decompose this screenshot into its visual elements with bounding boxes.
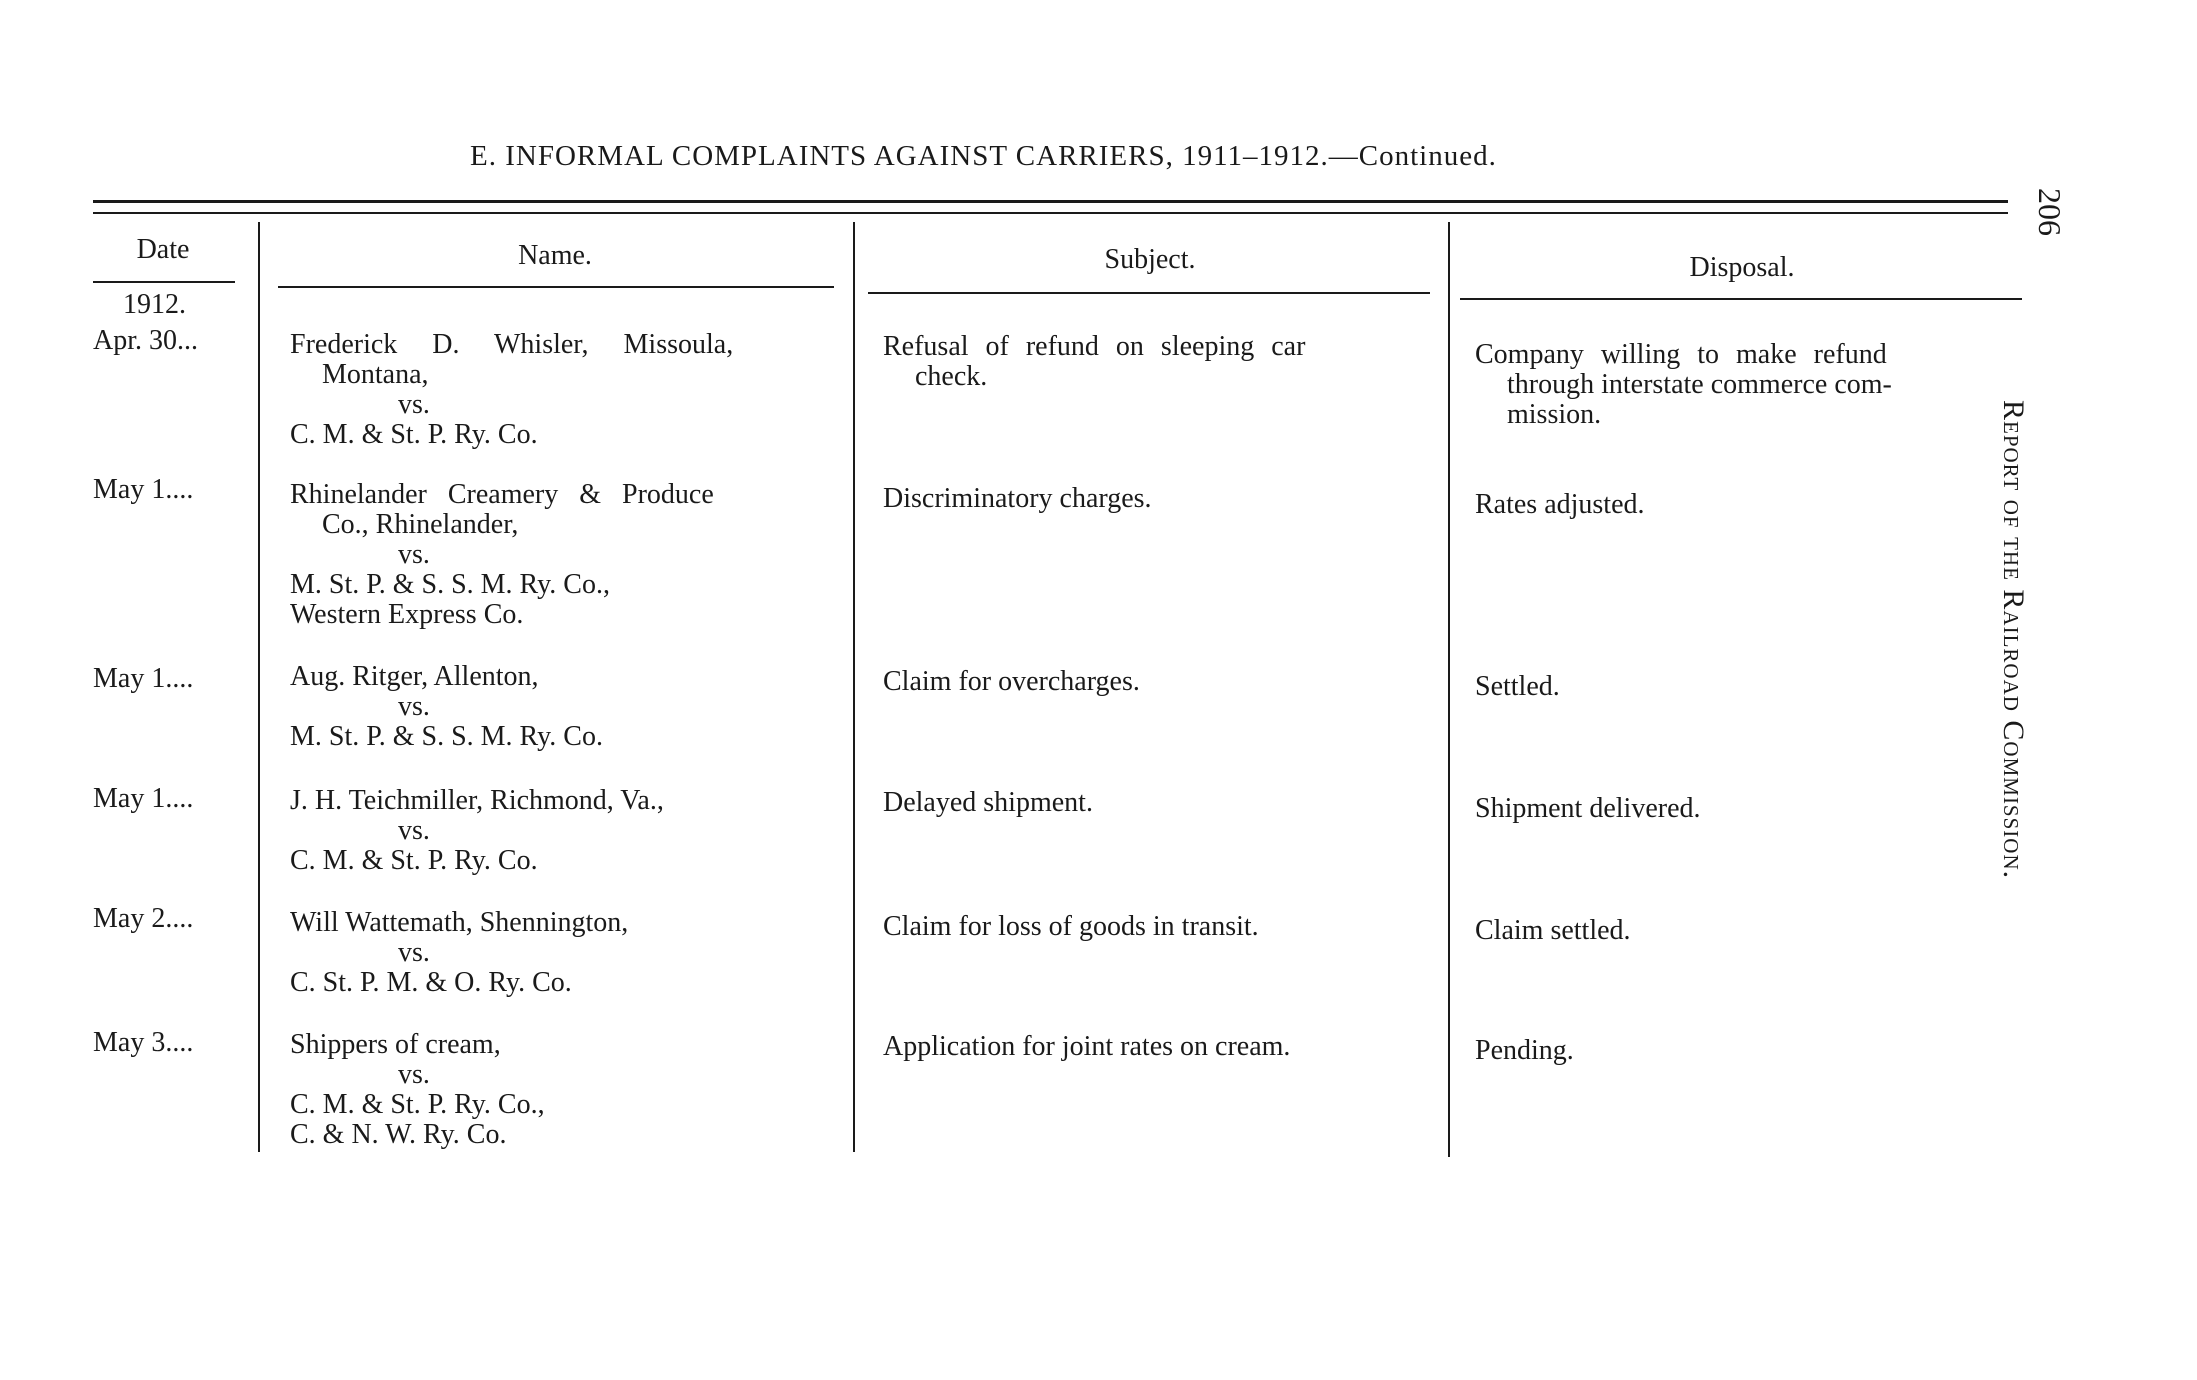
column-divider-3: [1448, 222, 1450, 1157]
row-1-subject: [883, 332, 1305, 392]
row-4-disposal: Shipment delivered.: [1475, 793, 1701, 824]
row-6-name-vs: vs.: [398, 1059, 430, 1090]
row-5-date: May 2....: [93, 903, 194, 934]
row-5-name-vs: vs.: [398, 937, 430, 968]
row-5-name-line-1: Will Wattemath, Shennington,: [290, 907, 629, 938]
row-2-disposal: Rates adjusted.: [1475, 489, 1645, 520]
row-3-name-vs: vs.: [398, 691, 430, 722]
row-3-date: May 1....: [93, 663, 194, 694]
row-6-disposal: Pending.: [1475, 1035, 1574, 1066]
row-4-name-line-1: J. H. Teichmiller, Richmond, Va.,: [290, 785, 664, 816]
row-4-name-vs: vs.: [398, 815, 430, 846]
row-2-name: [290, 480, 714, 630]
row-6-name-line-4: C. & N. W. Ry. Co.: [290, 1119, 507, 1150]
header-date: Date: [136, 234, 190, 265]
row-1-name-vs: vs.: [398, 389, 430, 420]
header-disposal: Disposal.: [1689, 252, 1795, 283]
row-6-name: [290, 1030, 545, 1150]
row-4-subject: Delayed shipment.: [883, 787, 1093, 818]
header-name: Name.: [518, 240, 592, 271]
row-1-disposal: [1475, 340, 1892, 430]
row-2-name-line-4: M. St. P. & S. S. M. Ry. Co.,: [290, 569, 610, 600]
column-divider-2: [853, 222, 855, 1152]
row-2-name-vs: vs.: [398, 539, 430, 570]
row-1-name-line-4: C. M. & St. P. Ry. Co.: [290, 419, 538, 450]
row-3-subject: Claim for overcharges.: [883, 666, 1140, 697]
row-5-disposal: Claim settled.: [1475, 915, 1631, 946]
header-subject-underline: [868, 292, 1430, 294]
header-disposal-underline: [1460, 298, 2022, 300]
row-2-name-line-1: Rhinelander Creamery & Produce: [290, 479, 714, 510]
header-subject: Subject.: [1104, 244, 1196, 275]
header-name-underline: [278, 286, 834, 288]
row-3-name-line-3: M. St. P. & S. S. M. Ry. Co.: [290, 721, 603, 752]
row-5-subject: Claim for loss of goods in transit.: [883, 911, 1259, 942]
row-6-name-line-1: Shippers of cream,: [290, 1029, 501, 1060]
row-1-disposal-line-2: through interstate commerce com-: [1507, 369, 1892, 400]
row-1-date: Apr. 30...: [93, 325, 198, 356]
page-number: 206: [2032, 188, 2068, 236]
row-1-disposal-line-1: Company willing to make refund: [1475, 339, 1887, 370]
row-5-name: [290, 908, 628, 998]
row-4-name: [290, 786, 664, 876]
row-6-date: May 3....: [93, 1027, 194, 1058]
row-1-name-line-1: Frederick D. Whisler, Missoula,: [290, 329, 734, 360]
title-rule-bottom: [93, 212, 2008, 214]
row-1-subject-line-2: check.: [915, 361, 988, 392]
title-rule-top: [93, 200, 2008, 203]
row-3-name-line-1: Aug. Ritger, Allenton,: [290, 661, 539, 692]
row-2-date: May 1....: [93, 474, 194, 505]
running-side-header: Report of the Railroad Commission.: [1997, 400, 2030, 880]
row-1-disposal-line-3: mission.: [1507, 399, 1602, 430]
row-4-name-line-3: C. M. & St. P. Ry. Co.: [290, 845, 538, 876]
row-2-subject: Discriminatory charges.: [883, 483, 1152, 514]
column-divider-1: [258, 222, 260, 1152]
header-date-underline: [93, 281, 235, 283]
year-label: 1912.: [123, 289, 186, 320]
row-1-name-line-2: Montana,: [322, 359, 429, 390]
row-1-name: [290, 330, 840, 450]
row-3-disposal: Settled.: [1475, 671, 1560, 702]
row-3-name: [290, 662, 603, 752]
row-6-subject: Application for joint rates on cream.: [883, 1031, 1291, 1062]
page-title: E. INFORMAL COMPLAINTS AGAINST CARRIERS, 1911–1912.—Continued.: [470, 140, 1497, 172]
row-2-name-line-2: Co., Rhinelander,: [322, 509, 519, 540]
row-5-name-line-3: C. St. P. M. & O. Ry. Co.: [290, 967, 572, 998]
row-2-name-line-5: Western Express Co.: [290, 599, 524, 630]
row-6-name-line-3: C. M. & St. P. Ry. Co.,: [290, 1089, 545, 1120]
row-1-subject-line-1: Refusal of refund on sleeping car: [883, 331, 1306, 362]
row-4-date: May 1....: [93, 783, 194, 814]
